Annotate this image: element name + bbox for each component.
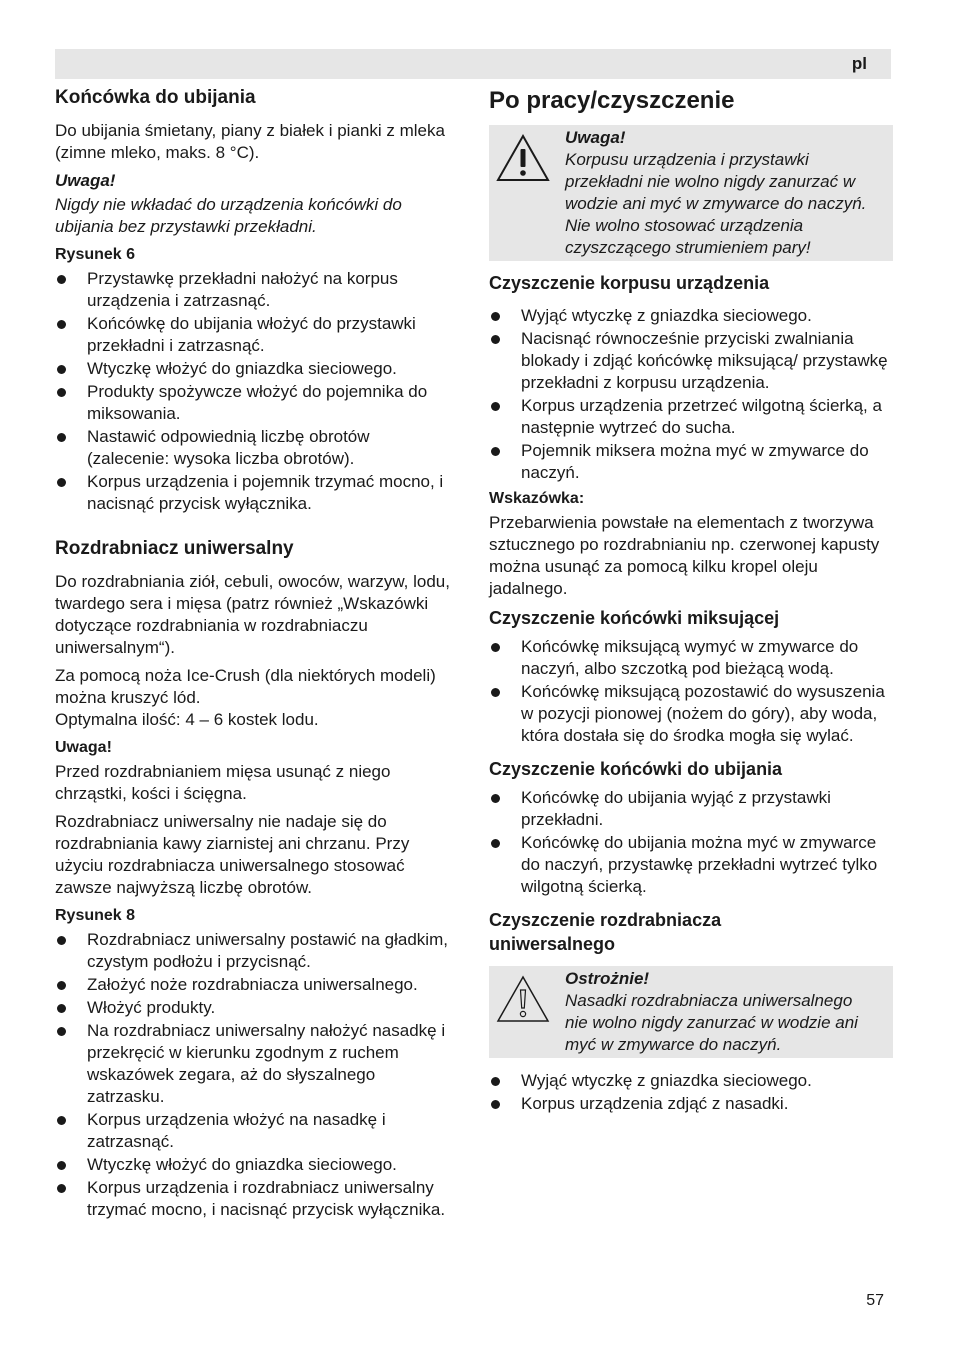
whisk-warning-label: Uwaga! <box>55 171 116 190</box>
warning-text-steam: Nie wolno stosować urządzenia czyszczącego strumieniem pary! <box>565 216 811 257</box>
warning-box-immersion <box>489 125 893 261</box>
section-title-body-cleaning: Czyszczenie korpusu urządzenia <box>489 273 770 293</box>
caution-triangle-icon <box>495 974 551 1024</box>
list-item: Wtyczkę włożyć do gniazdka sieciowego. <box>55 358 455 380</box>
whisk-steps-list <box>55 268 455 515</box>
warning-label: Uwaga! <box>565 128 626 147</box>
section-title-blender-cleaning: Czyszczenie końcówki miksującej <box>489 608 780 628</box>
chopper-optimal: Optymalna ilość: 4 – 6 kostek lodu. <box>55 710 319 729</box>
list-item: Włożyć produkty. <box>55 997 455 1019</box>
list-item: Korpus urządzenia i pojemnik trzymać mocno, i nacisnąć przycisk wyłącznika. <box>55 471 455 515</box>
list-item: Rozdrabniacz uniwersalny postawić na gładkim, czystym podłożu i przycisnąć. <box>55 929 455 973</box>
list-item: Przystawkę przekładni nałożyć na korpus urządzenia i zatrzasnąć. <box>55 268 455 312</box>
list-item: Nastawić odpowiednią liczbę obrotów (zalecenie: wysoka liczba obrotów). <box>55 426 455 470</box>
list-item: Na rozdrabniacz uniwersalny nałożyć nasadkę i przekręcić w kierunku zgodnym z ruchem wskazówek zegara, aż do słyszalnego zatrzasku. <box>55 1020 455 1108</box>
list-item: Korpus urządzenia przetrzeć wilgotną ścierką, a następnie wytrzeć do sucha. <box>489 395 893 439</box>
figure-ref-8: Rysunek 8 <box>55 907 136 924</box>
page-number: 57 <box>866 1292 884 1309</box>
list-item: Wyjąć wtyczkę z gniazdka sieciowego. <box>489 1070 893 1092</box>
language-label: pl <box>851 54 867 73</box>
blender-cleaning-list <box>489 636 893 747</box>
note-label: Wskazówka: <box>489 490 585 507</box>
caution-box <box>489 966 893 1058</box>
body-cleaning-list <box>489 305 893 484</box>
chopper-meat-note: Przed rozdrabnianiem mięsa usunąć z niego chrząstki, kości i ścięgna. <box>55 762 391 803</box>
list-item: Końcówkę miksującą pozostawić do wysuszenia w pozycji pionowej (nożem do góry), aby woda, która dostała się do środka mogła się wylać. <box>489 681 893 747</box>
list-item: Założyć noże rozdrabniacza uniwersalnego. <box>55 974 455 996</box>
whisk-warning-text: Nigdy nie wkładać do urządzenia końcówki do ubijania bez przystawki przekładni. <box>55 195 402 236</box>
whisk-cleaning-list <box>489 787 893 898</box>
header-bar <box>55 49 891 79</box>
list-item: Końcówkę do ubijania można myć w zmywarce do naczyń, przystawkę przekładni wytrzeć tylko wilgotną ścierką. <box>489 832 893 898</box>
section-title-whisk: Końcówka do ubijania <box>55 87 256 108</box>
chopper-warning-label: Uwaga! <box>55 739 112 756</box>
list-item: Korpus urządzenia i rozdrabniacz uniwersalny trzymać mocno, i nacisnąć przycisk wyłącznika. <box>55 1177 455 1221</box>
section-title-whisk-cleaning: Czyszczenie końcówki do ubijania <box>489 759 783 779</box>
list-item: Końcówkę miksującą wymyć w zmywarce do naczyń, albo szczotką pod bieżącą wodą. <box>489 636 893 680</box>
list-item: Pojemnik miksera można myć w zmywarce do naczyń. <box>489 440 893 484</box>
list-item: Wtyczkę włożyć do gniazdka sieciowego. <box>55 1154 455 1176</box>
list-item: Nacisnąć równocześnie przyciski zwalniania blokady i zdjąć końcówkę miksującą/ przystawkę przekładni z korpusu urządzenia. <box>489 328 893 394</box>
section-title-chopper: Rozdrabniacz uniwersalny <box>55 538 294 559</box>
warning-text-immersion: Korpusu urządzenia i przystawki przekładni nie wolno nigdy zanurzać w wodzie ani myć w zmywarce do naczyń. <box>565 150 867 213</box>
section-title-chopper-cleaning: Czyszczenie rozdrabniacza uniwersalnego <box>489 910 722 954</box>
chopper-cleaning-list <box>489 1070 893 1115</box>
list-item: Końcówkę do ubijania włożyć do przystawki przekładni i zatrzasnąć. <box>55 313 455 357</box>
caution-label: Ostrożnie! <box>565 969 650 988</box>
list-item: Końcówkę do ubijania wyjąć z przystawki przekładni. <box>489 787 893 831</box>
note-text: Przebarwienia powstałe na elementach z tworzywa sztucznego po rozdrabnianiu np. czerwonej kapusty można usunąć za pomocą kilku kropel oleju jadalnego. <box>489 513 880 598</box>
figure-ref-6: Rysunek 6 <box>55 246 136 263</box>
list-item: Korpus urządzenia zdjąć z nasadki. <box>489 1093 893 1115</box>
chopper-steps-list <box>55 929 455 1221</box>
warning-triangle-icon <box>495 133 551 183</box>
chopper-intro: Do rozdrabniania ziół, cebuli, owoców, warzyw, lodu, twardego sera i mięsa (patrz również „Wskazówki dotyczące rozdrabniania w rozdrabniaczu uniwersalnym“). <box>55 572 450 657</box>
caution-text: Nasadki rozdrabniacza uniwersalnego nie wolno nigdy zanurzać w wodzie ani myć w zmywarce do naczyń. <box>565 991 858 1054</box>
left-column <box>55 86 455 1222</box>
page-title: Po pracy/czyszczenie <box>489 87 735 114</box>
list-item: Wyjąć wtyczkę z gniazdka sieciowego. <box>489 305 893 327</box>
right-column <box>489 86 893 1116</box>
list-item: Produkty spożywcze włożyć do pojemnika do miksowania. <box>55 381 455 425</box>
chopper-ice-crush: Za pomocą noża Ice-Crush (dla niektórych modeli) można kruszyć lód. <box>55 666 436 707</box>
whisk-intro: Do ubijania śmietany, piany z białek i pianki z mleka (zimne mleko, maks. 8 °C). <box>55 121 445 162</box>
list-item: Korpus urządzenia włożyć na nasadkę i zatrzasnąć. <box>55 1109 455 1153</box>
chopper-coffee-note: Rozdrabniacz uniwersalny nie nadaje się do rozdrabniania kawy ziarnistej ani chrzanu. Przy użyciu rozdrabniacza uniwersalnego stosować zawsze najwyższą liczbę obrotów. <box>55 812 410 897</box>
